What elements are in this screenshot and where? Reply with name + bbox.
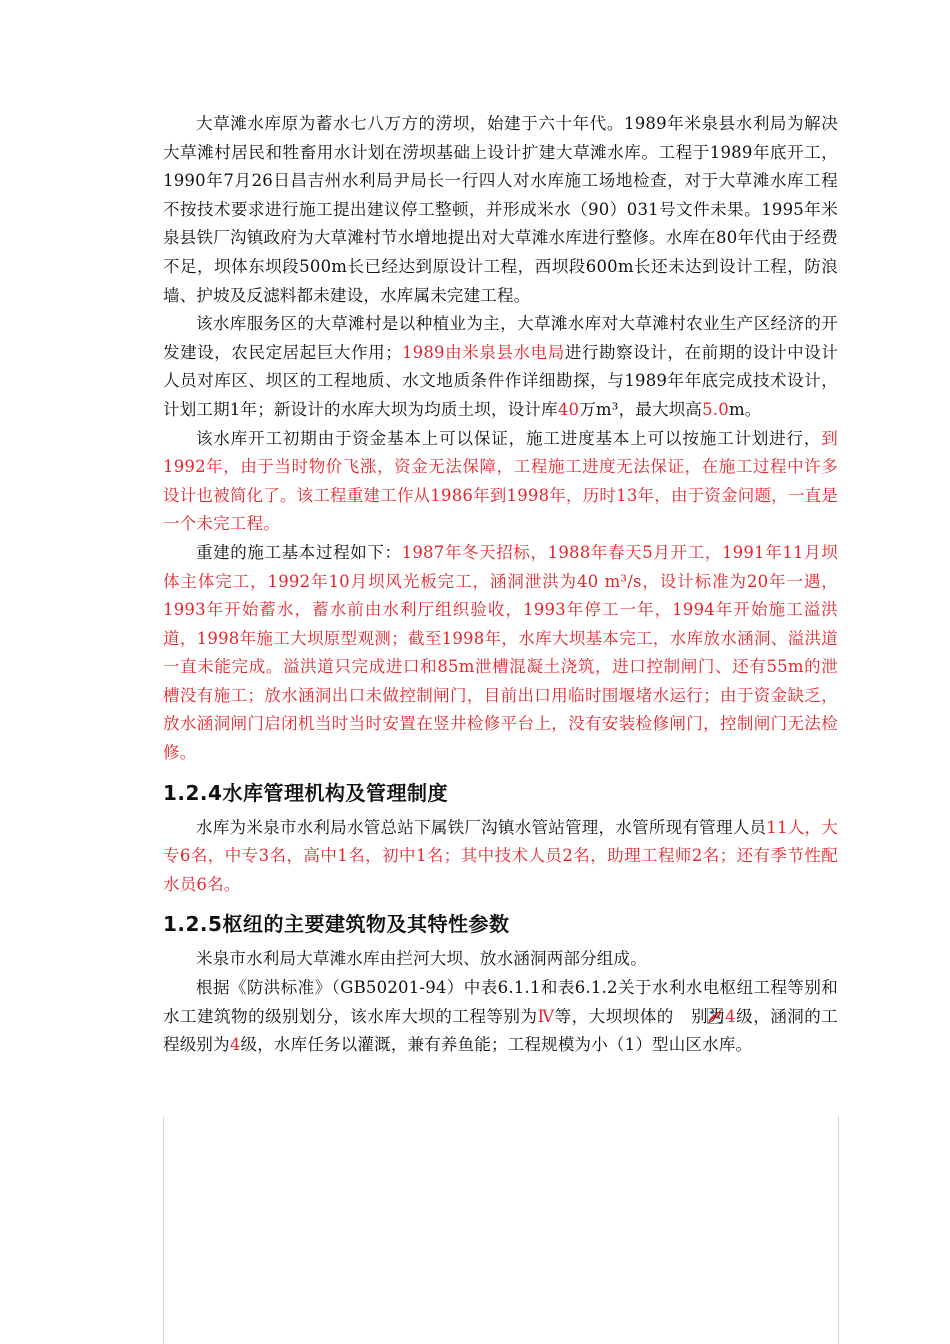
paragraph-text: 别为 [690,1006,726,1026]
section-heading-1-2-5: 1.2.5枢纽的主要建筑物及其特性参数 [163,912,510,937]
highlight-text: 到1992年，由于当时物价飞涨，资金无法保障，工程施工进度无法保证，在施工过程中许多设计也被简化了。该工程重建工作从1986年到1998年，历时13年，由于资金问题，一直是一个未完工程。 [163,428,838,534]
paragraph-text: 级，水库任务以灌溉，兼有养鱼能；工程规模为小（1）型山区水库。 [240,1035,753,1055]
broken-image-icon [674,1005,690,1021]
paragraph-text: 进行勘察设计，在前期的设计中设计人员对库区、坝区的工程地质、水文地质条件作详细勘探，与1989年年底完成技术设计，计划工期1年；新设计的水库大坝为均质土坝，设计库 [163,342,838,419]
highlight-text: Ⅳ [537,1006,555,1026]
highlight-text: 11人，大专6名，中专3名，高中1名，初中1名；其中技术人员2名，助理工程师2名；还有季节性配水员6名。 [163,817,838,894]
paragraph-text: 该水库服务区的大草滩村是以种植业为主，大草滩水库对大草滩村农业生产区经济的开发建设，农民定居起巨大作用； [163,314,838,362]
paragraph-classification [163,974,838,1060]
highlight-text: 1989由米泉县水电局 [401,342,565,362]
highlight-text: 4 [229,1035,241,1055]
highlight-text: 1987年冬天招标，1988年春天5月开工，1991年11月坝体主体完工，1992年10月坝风光板完工，涵洞泄洪为40 m³/s，设计标准为20年一遇，1993年开始蓄水，蓄水前由水利厅组织验收，1993年停工一年，1994年开始施工溢洪道，1998年施工大坝原型观测；截至1998年，水库大坝基本完工，水库放水涵洞、溢洪道一直未能完成。溢洪道只完成进口和85m泄槽混凝土浇筑，进口控制闸门、还有55m的泄槽没有施工；放水涵洞出口未做控制闸门，目前出口用临时围堰堵水运行；由于资金缺乏，放水涵洞闸门启闭机当时当时安置在竖井检修平台上，没有安装检修闸门，控制闸门无法检修。 [163,542,838,763]
paragraph-text: 该水库开工初期由于资金基本上可以保证，施工进度基本上可以按施工计划进行， [196,428,822,448]
paragraph-text: 大草滩水库原为蓄水七八万方的涝坝，始建于六十年代。1989年米泉县水利局为解决大草滩村居民和牲畜用水计划在涝坝基础上设计扩建大草滩水库。工程于1989年底开工，1990年7月26日昌吉州水利局尹局长一行四人对水库施工场地检查，对于大草滩水库工程不按技术要求进行施工提出建议停工整顿，并形成米水（90）031号文件未果。1995年米泉县铁厂沟镇政府为大草滩村节水增地提出对大草滩水库进行整修。水库在80年代由于经费不足，坝体东坝段500m长已经达到原设计工程，西坝段600m长还未达到设计工程，防浪墙、护坡及反滤料都未建设，水库属未完建工程。 [163,114,838,305]
highlight-text: 40 [557,399,580,419]
document-body [163,110,838,1060]
paragraph-history [163,110,838,310]
paragraph-funding [163,425,838,539]
paragraph-construction-process [163,539,838,768]
paragraph-text: 根据《防洪标准》（GB50201-94）中表6.1.1和表6.1.2关于水利水电枢纽工程等别和水工建筑物的级别划分，该水库大坝的工程等别为 [163,978,838,1026]
paragraph-management [163,814,838,900]
paragraph-text: m。 [728,399,762,419]
paragraph-text: 重建的施工基本过程如下： [196,542,402,562]
highlight-text: 4 [725,1006,736,1026]
section-heading-1-2-4: 1.2.4水库管理机构及管理制度 [163,780,448,805]
paragraph-text: 万m³，最大坝高 [579,399,703,419]
empty-image-frame [163,1116,839,1344]
paragraph-text: 水库为米泉市水利局水管总站下属铁厂沟镇水管站管理，水管所现有管理人员 [196,817,767,837]
paragraph-text: 米泉市水利局大草滩水库由拦河大坝、放水涵洞两部分组成。 [196,949,647,969]
highlight-text: 5.0 [702,399,729,419]
paragraph-components [163,945,838,974]
paragraph-text: 级，涵洞的工程级别为 [163,1006,839,1055]
paragraph-service-area [163,310,838,424]
paragraph-text: 等，大坝坝体的 [554,1006,674,1026]
